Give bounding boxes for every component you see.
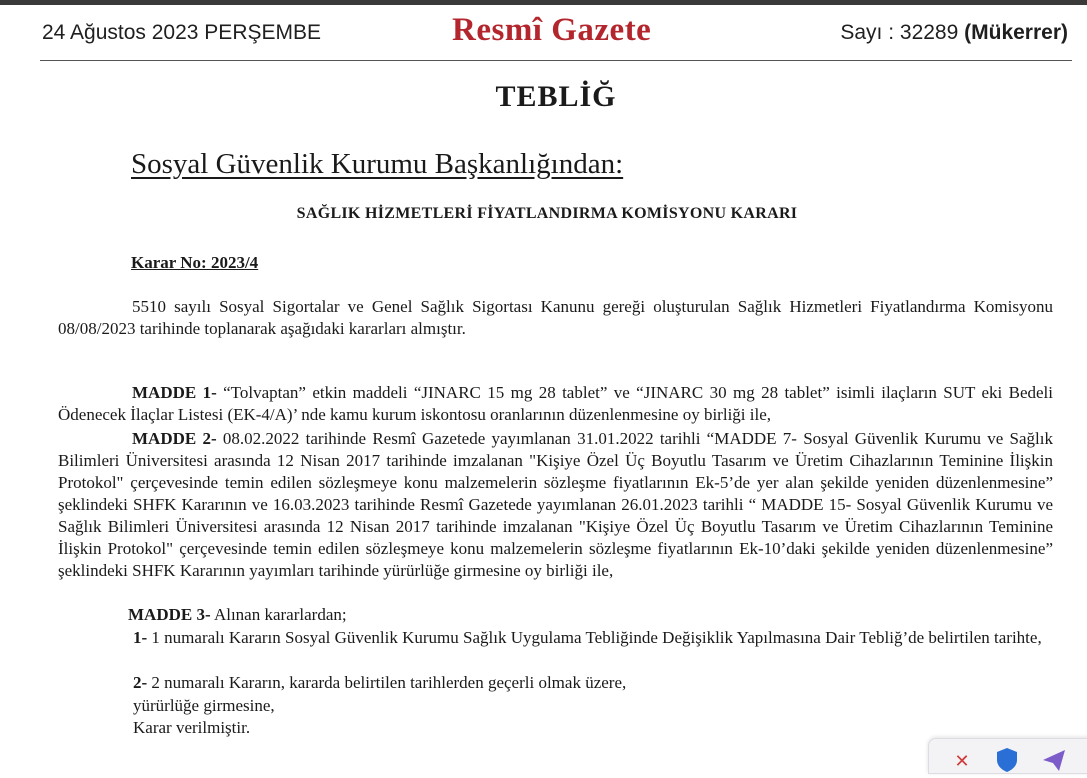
issue-date: 24 Ağustos 2023 PERŞEMBE xyxy=(42,21,321,44)
top-border xyxy=(0,0,1087,5)
send-icon[interactable] xyxy=(1041,747,1071,771)
header-divider xyxy=(40,60,1072,61)
item-text: 2 numaralı Kararın, kararda belirtilen tarihlerden geçerli olmak üzere, xyxy=(147,673,627,692)
article-1 xyxy=(58,382,1053,426)
gazette-header xyxy=(40,14,1072,54)
decision-title: SAĞLIK HİZMETLERİ FİYATLANDIRMA KOMİSYONU KARARI xyxy=(296,205,798,222)
document-type: TEBLİĞ xyxy=(495,80,617,113)
decision-number: Karar No: 2023/4 xyxy=(131,253,259,272)
issuing-authority: Sosyal Güvenlik Kurumu Başkanlığından: xyxy=(131,148,624,180)
shield-icon[interactable] xyxy=(995,747,1025,771)
gazette-masthead: Resmî Gazete xyxy=(452,12,652,48)
list-item xyxy=(133,672,626,694)
article-text: 08.02.2022 tarihinde Resmî Gazetede yayımlanan 31.01.2022 tarihli “MADDE 7- Sosyal Güvenlik Kurumu ve Sağlık Bilimleri Üniversitesi arasında 12 Nisan 2017 tarihinde imzalanan "Kişiye Özel Üç Boyutlu Tasarım ve Üretim Cihazlarının Teminine İlişkin Protokol" çerçevesinde temin edilen sözleşmeye konu malzemelerin sözleşme fiyatlarının Ek-5’de yer alan şekilde yeniden düzenlenmesine” şeklindeki SHFK Kararının ve 16.03.2023 tarihinde Resmî Gazetede yayımlanan 26.01.2023 tarihli “ MADDE 15- Sosyal Güvenlik Kurumu ve Sağlık Bilimleri Üniversitesi arasında 12 Nisan 2017 tarihinde imzalanan "Kişiye Özel Üç Boyutlu Tasarım ve Üretim Cihazlarının Teminine İlişkin Protokol" çerçevesinde temin edilen sözleşmeye konu malzemelerin sözleşme fiyatlarının Ek-10’daki şekilde yeniden düzenlenmesine” şeklindeki SHFK Kararının yayımları tarihinde yürürlüğe girmesine oy birliği ile, xyxy=(58,429,1053,580)
article-label: MADDE 2- xyxy=(132,429,217,448)
close-icon[interactable]: ✕ xyxy=(954,751,970,772)
article-2 xyxy=(58,428,1053,582)
issue-number xyxy=(840,21,1068,45)
article-3 xyxy=(58,604,1053,626)
article-label: MADDE 3- xyxy=(128,605,211,624)
item-label: 2- xyxy=(133,673,148,692)
intro-paragraph: 5510 sayılı Sosyal Sigortalar ve Genel Sağlık Sigortası Kanunu gereği oluşturulan Sağlık Hizmetleri Fiyatlandırma Komisyonu 08/08/2023 tarihinde toplanarak aşağıdaki kararları almıştır. xyxy=(58,297,1053,338)
list-item xyxy=(58,627,1053,649)
issue-repeat-tag: (Mükerrer) xyxy=(964,21,1068,44)
issue-number-label: Sayı : 32289 xyxy=(840,21,959,44)
article-label: MADDE 1- xyxy=(132,383,217,402)
article-text: “Tolvaptan” etkin maddeli “JINARC 15 mg 28 tablet” ve “JINARC 30 mg 28 tablet” isimli ilaçların SUT eki Bedeli Ödenecek İlaçlar Listesi (EK-4/A)’ nde kamu kurum iskontosu oranlarının düzenlenmesine oy birliği ile, xyxy=(58,383,1053,424)
floating-toolbar xyxy=(928,738,1087,774)
article-text: Alınan kararlardan; xyxy=(210,605,347,624)
item-text: 1 numaralı Kararın Sosyal Güvenlik Kurumu Sağlık Uygulama Tebliğinde Değişiklik Yapılmasına Dair Tebliğ’de belirtilen tarihte, xyxy=(147,628,1042,647)
effect-line: yürürlüğe girmesine, xyxy=(133,696,275,715)
closing-line: Karar verilmiştir. xyxy=(133,718,251,737)
item-label: 1- xyxy=(133,628,148,647)
